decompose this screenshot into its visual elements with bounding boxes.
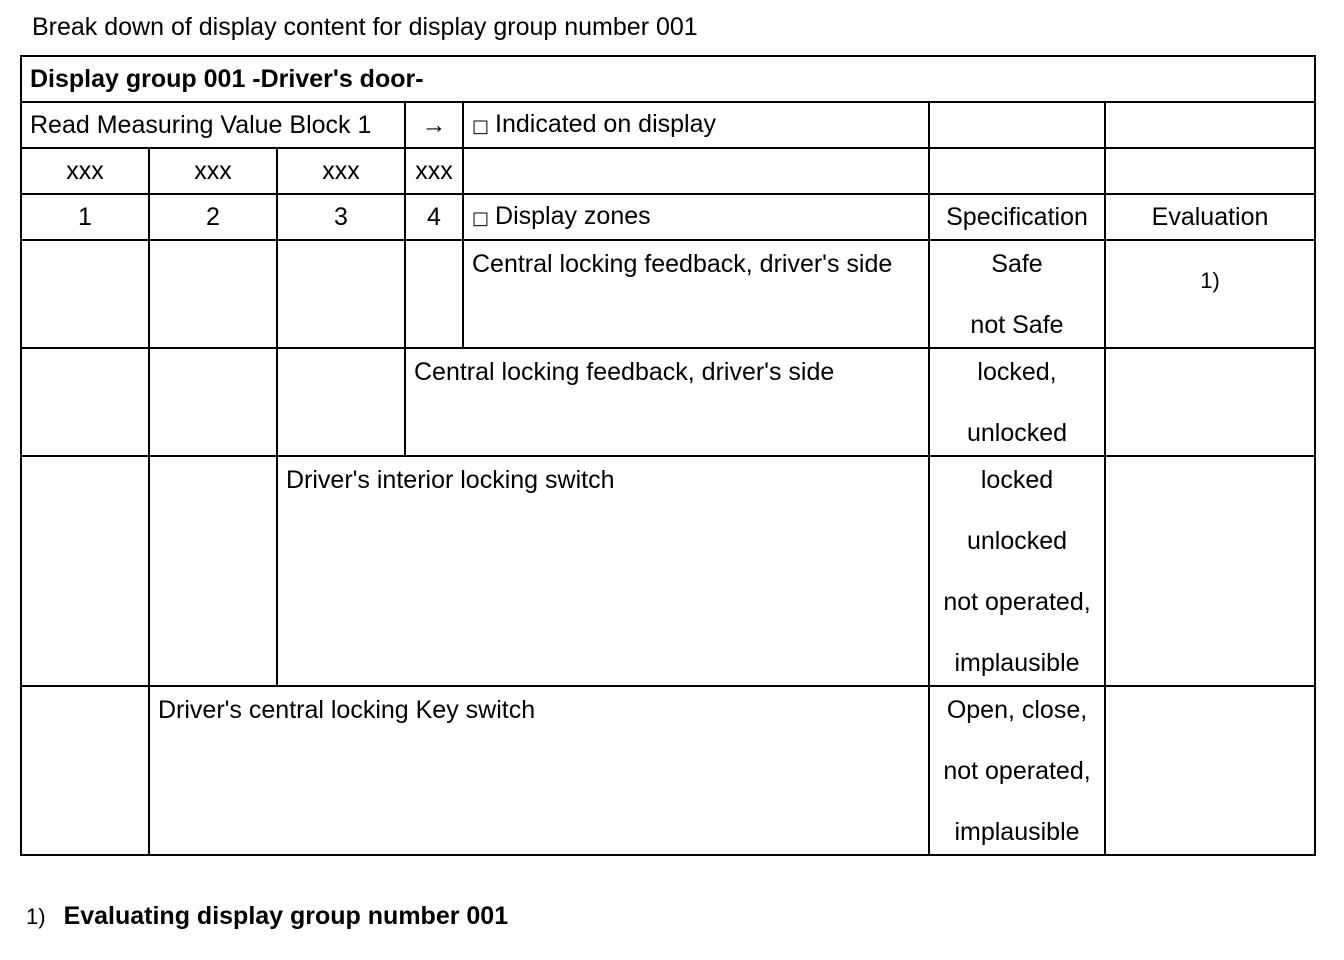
empty-cell <box>149 456 277 686</box>
page-caption: Break down of display content for display group number 001 <box>32 13 698 41</box>
empty-cell <box>21 240 149 348</box>
eval-header: Evaluation <box>1105 194 1315 240</box>
table-row <box>21 240 1315 348</box>
box-icon: □ <box>472 115 490 137</box>
empty-cell <box>1105 102 1315 148</box>
spec-value: locked <box>980 466 1054 494</box>
display-zones-label: Display zones <box>495 201 651 230</box>
zone-3: 3 <box>277 194 405 240</box>
arrow-right-icon: → <box>421 110 447 139</box>
spec-value: Open, close, <box>946 696 1088 724</box>
display-zones-cell <box>463 194 929 240</box>
row-label: Central locking feedback, driver's side <box>405 348 929 456</box>
empty-cell <box>21 456 149 686</box>
read-block-label: Read Measuring Value Block 1 <box>21 102 405 148</box>
zone-4: 4 <box>405 194 463 240</box>
empty-cell <box>929 148 1105 194</box>
empty-cell <box>21 686 149 855</box>
footnote-number: 1) <box>26 904 46 929</box>
row-spec <box>929 686 1105 855</box>
empty-cell <box>277 348 405 456</box>
spec-header: Specification <box>929 194 1105 240</box>
display-group-table <box>20 55 1316 856</box>
zone-1: 1 <box>21 194 149 240</box>
row-evaluation <box>1105 686 1315 855</box>
placeholder-2: xxx <box>149 148 277 194</box>
placeholder-row <box>21 148 1315 194</box>
spec-value: unlocked <box>966 527 1068 555</box>
row-label: Driver's central locking Key switch <box>149 686 929 855</box>
spec-value: not Safe <box>970 311 1064 339</box>
row-spec <box>929 348 1105 456</box>
empty-cell <box>149 240 277 348</box>
footnote-text: Evaluating display group number 001 <box>63 902 509 930</box>
zone-2: 2 <box>149 194 277 240</box>
spec-value: not operated, <box>943 757 1091 785</box>
empty-cell <box>405 240 463 348</box>
row-evaluation <box>1105 348 1315 456</box>
empty-cell <box>149 348 277 456</box>
table-row <box>21 348 1315 456</box>
spec-value: locked, <box>977 358 1057 386</box>
table-title: Display group 001 -Driver's door- <box>21 56 1315 102</box>
table-row <box>21 456 1315 686</box>
placeholder-4: xxx <box>405 148 463 194</box>
spec-value: implausible <box>954 818 1080 846</box>
indicated-cell <box>463 102 929 148</box>
row-label: Driver's interior locking switch <box>277 456 929 686</box>
row-spec <box>929 456 1105 686</box>
row-evaluation <box>1105 240 1315 348</box>
row-label: Central locking feedback, driver's side <box>463 240 929 348</box>
zones-row <box>21 194 1315 240</box>
title-row <box>21 56 1315 102</box>
evaluation-note: 1) <box>1200 268 1220 293</box>
spec-value: unlocked <box>966 419 1068 447</box>
row-spec <box>929 240 1105 348</box>
empty-cell <box>277 240 405 348</box>
row-evaluation <box>1105 456 1315 686</box>
spec-value: not operated, <box>943 588 1091 616</box>
empty-cell <box>463 148 929 194</box>
empty-cell <box>1105 148 1315 194</box>
spec-value: implausible <box>954 649 1080 677</box>
empty-cell <box>21 348 149 456</box>
arrow-cell <box>405 102 463 148</box>
spec-value: Safe <box>991 250 1043 278</box>
placeholder-3: xxx <box>277 148 405 194</box>
empty-cell <box>929 102 1105 148</box>
table-row <box>21 686 1315 855</box>
read-block-row <box>21 102 1315 148</box>
placeholder-1: xxx <box>21 148 149 194</box>
indicated-label: Indicated on display <box>495 109 716 138</box>
box-icon: □ <box>472 207 490 229</box>
footnote <box>26 900 508 933</box>
